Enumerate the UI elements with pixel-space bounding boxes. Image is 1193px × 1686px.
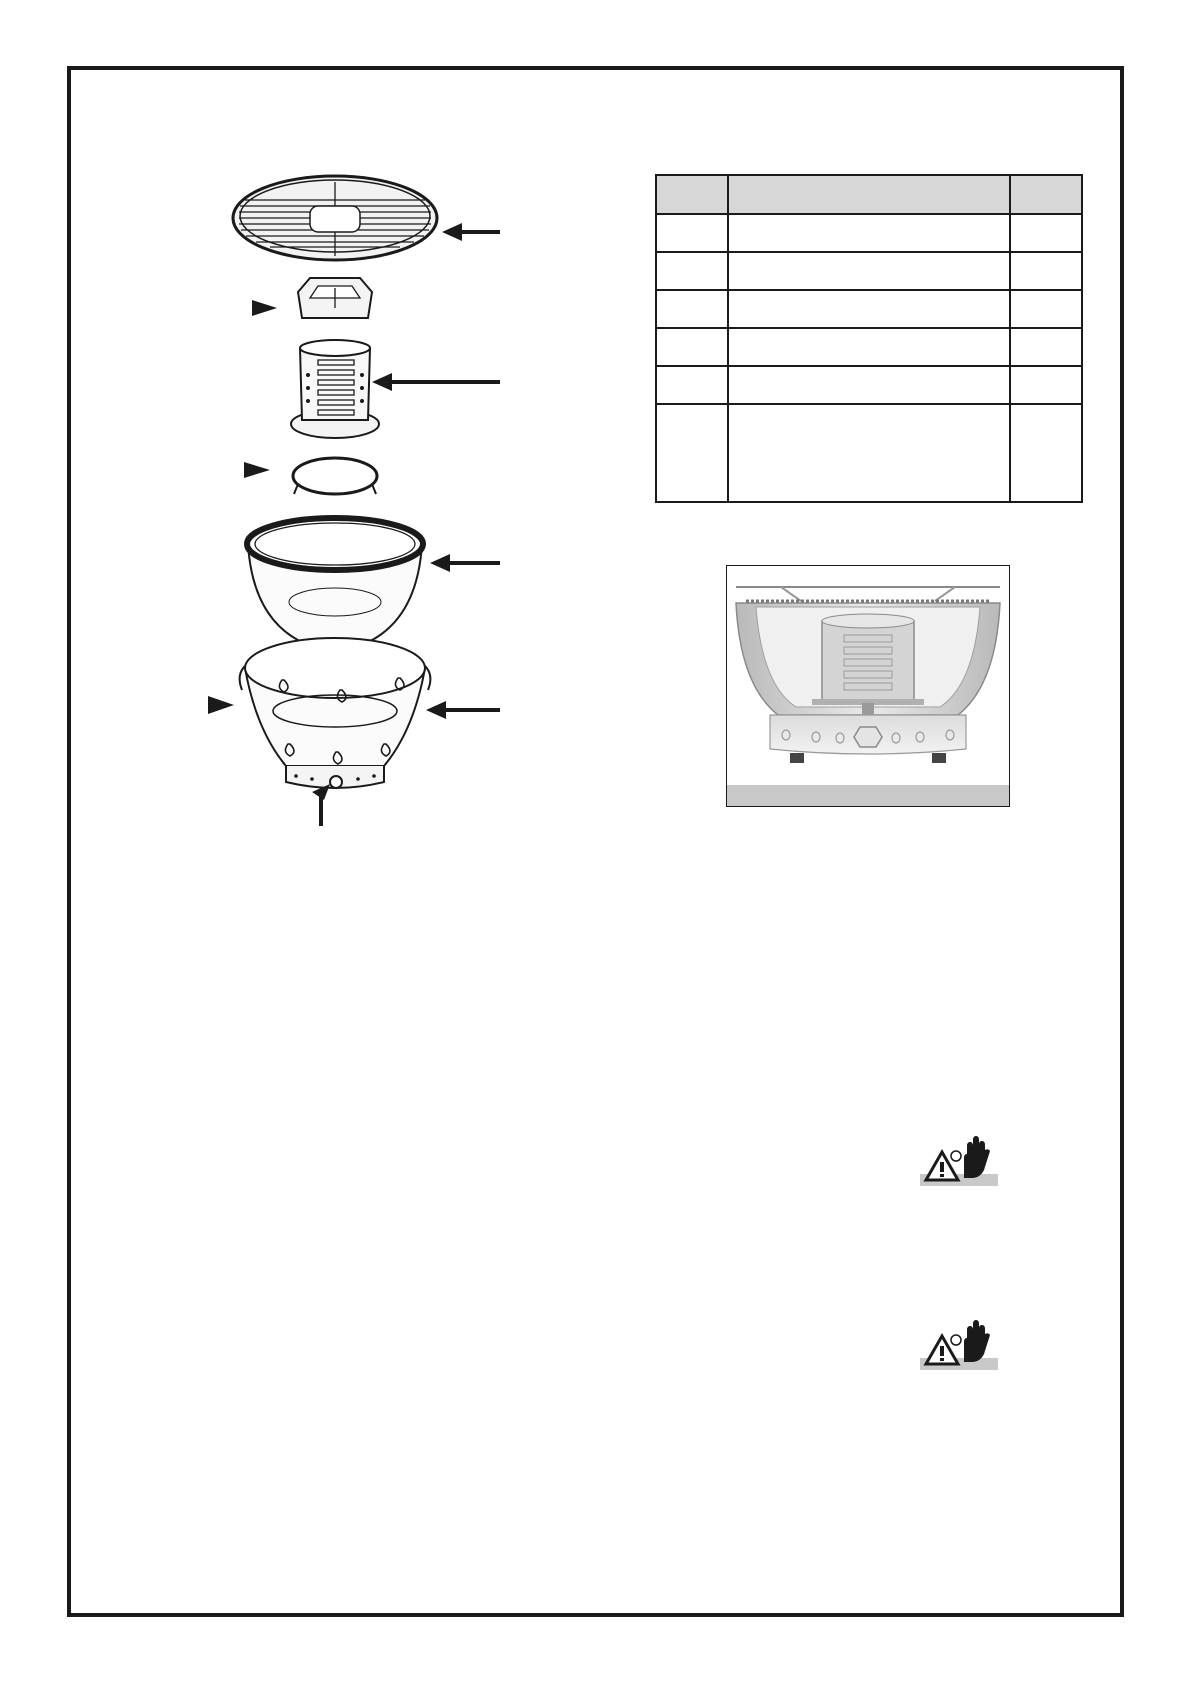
table-cell xyxy=(656,366,728,404)
charcoal-basket xyxy=(291,340,379,438)
table-cell xyxy=(656,328,728,366)
table-cell xyxy=(656,404,728,502)
table-cell xyxy=(1010,252,1082,290)
table-cell xyxy=(728,214,1010,252)
table-cell xyxy=(728,404,1010,502)
exploded-view-diagram xyxy=(190,170,550,870)
table-row xyxy=(656,328,1082,366)
table-cell xyxy=(728,252,1010,290)
table-row xyxy=(656,366,1082,404)
header-cell-no xyxy=(656,175,728,214)
table-header-row xyxy=(656,175,1082,214)
grate-arrow xyxy=(442,223,500,241)
table-row xyxy=(656,214,1082,252)
table-cell xyxy=(1010,404,1082,502)
handle-pointer xyxy=(208,696,234,714)
parts-table xyxy=(655,174,1083,503)
table-cell xyxy=(656,290,728,328)
bowl-arrow xyxy=(430,554,500,572)
support-ring xyxy=(293,458,377,494)
basket-arrow xyxy=(372,373,500,391)
table-row xyxy=(656,290,1082,328)
grill-grate xyxy=(233,176,437,260)
table-cell xyxy=(656,252,728,290)
inner-bowl xyxy=(247,518,423,652)
table-cell xyxy=(1010,214,1082,252)
warning-hand-icon xyxy=(920,1134,998,1188)
housing-arrow xyxy=(426,701,500,719)
header-cell-description xyxy=(728,175,1010,214)
cap-pointer xyxy=(252,300,277,316)
header-cell-qty xyxy=(1010,175,1082,214)
table-cell xyxy=(728,290,1010,328)
table-cell xyxy=(656,214,728,252)
ring-pointer xyxy=(244,462,270,478)
cap-part xyxy=(298,278,372,318)
table-cell xyxy=(1010,290,1082,328)
table-cell xyxy=(728,328,1010,366)
switch-arrow xyxy=(312,784,330,826)
table-cell xyxy=(1010,366,1082,404)
assembled-section-image xyxy=(726,565,1010,807)
table-row xyxy=(656,404,1082,502)
table-row xyxy=(656,252,1082,290)
warning-hand-icon xyxy=(920,1318,998,1372)
outer-housing xyxy=(240,638,431,788)
table-cell xyxy=(1010,328,1082,366)
table-cell xyxy=(728,366,1010,404)
